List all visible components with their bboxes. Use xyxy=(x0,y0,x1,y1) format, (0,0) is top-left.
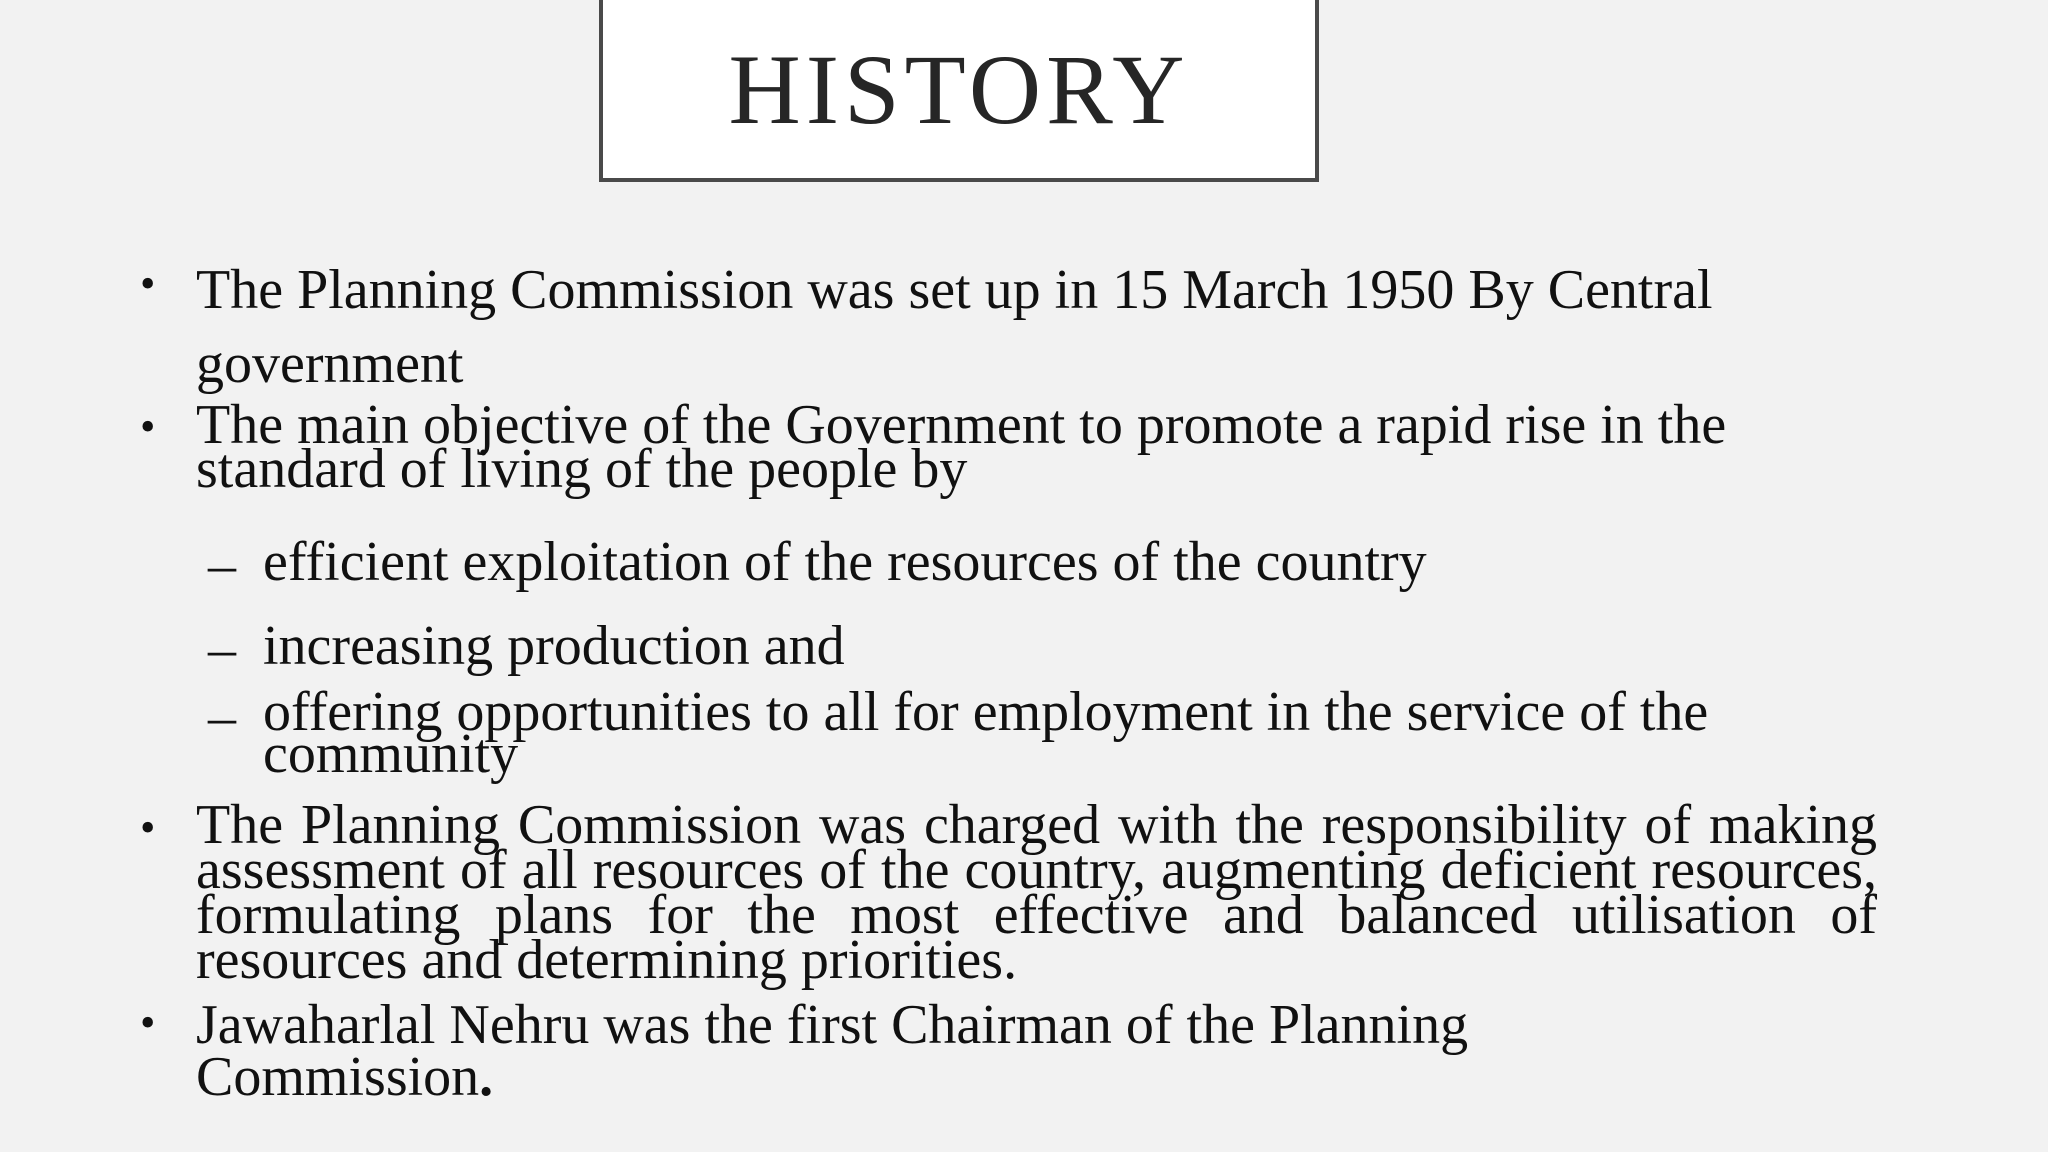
bullet-marker: • xyxy=(140,803,156,852)
bullet-3-text: The Planning Commission was charged with the responsibility of making assessment of all resources of the country, augmenting deficient resources, formulating plans for the most effective and balanced utilisation of resources and determining priorities. xyxy=(196,794,1877,991)
slide-title: HISTORY xyxy=(728,34,1190,145)
bullet-2-text: The main objective of the Government to promote a rapid rise in the standard of living of the people by xyxy=(196,394,1727,500)
bullet-marker: • xyxy=(140,402,156,451)
sub-item-1-text: efficient exploitation of the resources of the country xyxy=(263,531,1427,593)
bullet-1-text: The Planning Commission was set up in 15 March 1950 By Central government xyxy=(196,259,1713,395)
sub-item-3-text: offering opportunities to all for employment in the service of the community xyxy=(263,681,1709,785)
bullet-4-main: Jawaharlal Nehru was the first Chairman of the Planning Commission xyxy=(196,994,1469,1108)
bullet-marker: • xyxy=(140,998,156,1047)
sub-bullet-marker: – xyxy=(208,534,236,596)
sub-bullet-marker: – xyxy=(208,686,236,748)
title-box xyxy=(599,0,1319,182)
bullet-marker: • xyxy=(140,259,156,308)
sub-item-2-text: increasing production and xyxy=(263,615,845,677)
sub-bullet-marker: – xyxy=(208,618,236,680)
bullet-4-period: . xyxy=(479,1046,494,1108)
bullet-4-text xyxy=(196,994,1616,1108)
